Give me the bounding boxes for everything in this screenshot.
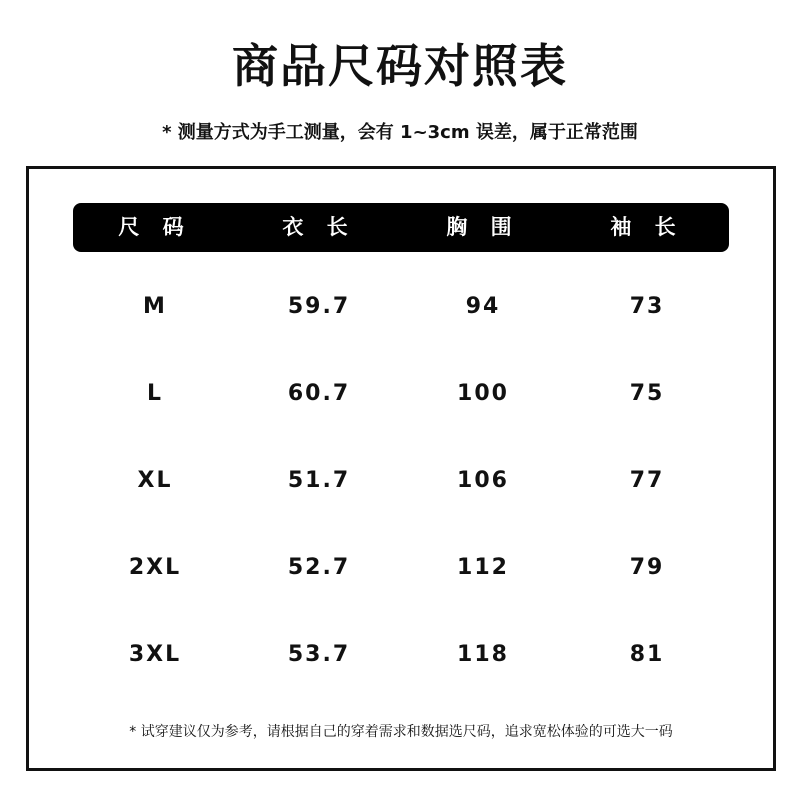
fit-advice-note: * 试穿建议仅为参考，请根据自己的穿着需求和数据选尺码，追求宽松体验的可选大一码 <box>129 724 673 740</box>
length-cell: 53.7 <box>287 642 351 667</box>
length-cell: 60.7 <box>287 381 351 406</box>
measurement-note: * 测量方式为手工测量，会有 1~3cm 误差，属于正常范围 <box>162 122 638 143</box>
header-length: 衣 长 <box>282 215 356 239</box>
page-title: 商品尺码对照表 <box>232 39 568 93</box>
chest-cell: 106 <box>457 468 509 493</box>
size-table-frame <box>26 166 776 771</box>
size-cell: L <box>146 381 164 406</box>
chest-cell: 112 <box>457 555 509 580</box>
table-row <box>73 374 729 414</box>
sleeve-cell: 75 <box>629 381 665 406</box>
length-cell: 52.7 <box>287 555 351 580</box>
size-cell: XL <box>137 468 173 493</box>
table-row <box>73 635 729 675</box>
table-row <box>73 461 729 501</box>
length-cell: 51.7 <box>287 468 351 493</box>
size-cell: 2XL <box>128 555 182 580</box>
size-cell: 3XL <box>128 642 182 667</box>
size-cell: M <box>143 294 167 319</box>
sleeve-cell: 77 <box>629 468 665 493</box>
chest-cell: 94 <box>465 294 501 319</box>
table-row <box>73 287 729 327</box>
sleeve-cell: 79 <box>629 555 665 580</box>
chest-cell: 100 <box>457 381 509 406</box>
sleeve-cell: 81 <box>629 642 665 667</box>
sleeve-cell: 73 <box>629 294 665 319</box>
header-size: 尺 码 <box>118 215 192 239</box>
table-row <box>73 548 729 588</box>
length-cell: 59.7 <box>287 294 351 319</box>
header-chest: 胸 围 <box>446 215 520 239</box>
table-header <box>73 203 729 252</box>
chest-cell: 118 <box>457 642 509 667</box>
header-sleeve: 袖 长 <box>610 215 684 239</box>
